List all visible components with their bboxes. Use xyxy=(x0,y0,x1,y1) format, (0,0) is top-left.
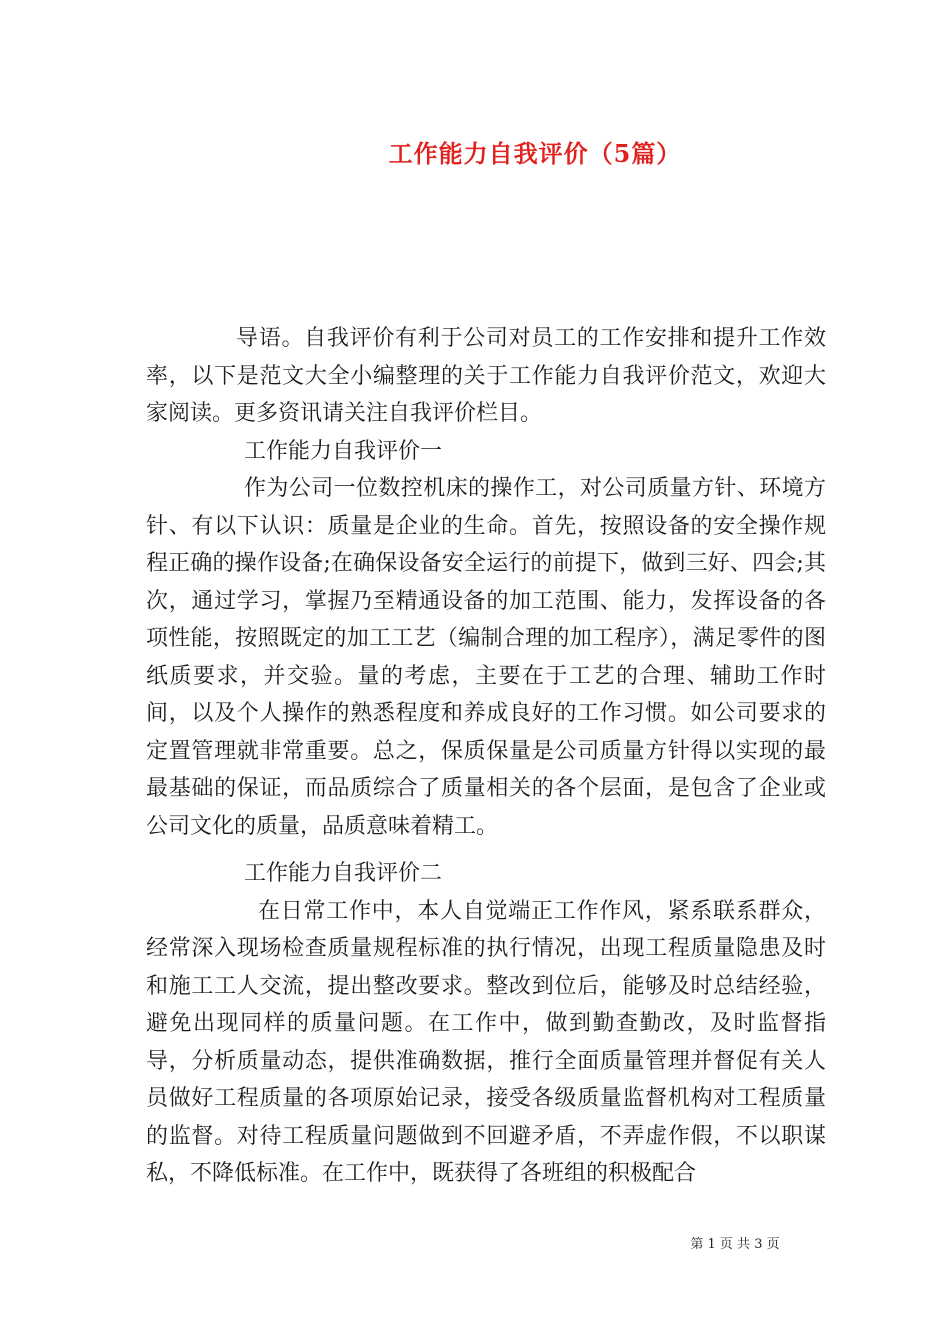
document-title: 工作能力自我评价（5篇） xyxy=(388,139,682,168)
document-body xyxy=(146,320,826,1193)
page-footer: 第 1 页 共 3 页 xyxy=(690,1237,780,1252)
intro-paragraph: 导语。自我评价有利于公司对员工的工作安排和提升工作效率，以下是范文大全小编整理的关于工作能力自我评价范文，欢迎大家阅读。更多资讯请关注自我评价栏目。 xyxy=(146,326,826,426)
section-body-2: 在日常工作中，本人自觉端正工作作风，紧系联系群众，经常深入现场检查质量规程标准的执行情况，出现工程质量隐患及时和施工工人交流，提出整改要求。整改到位后，能够及时总结经验，避免出现同样的质量问题。在工作中，做到勤查勤改，及时监督指导，分析质量动态，提供准确数据，推行全面质量管理并督促有关人员做好工程质量的各项原始记录，接受各级质量监督机构对工程质量的监督。对待工程质量问题做到不回避矛盾，不弄虚作假，不以职谋私，不降低标准。在工作中，既获得了各班组的积极配合 xyxy=(146,898,826,1186)
section-heading-2: 工作能力自我评价二 xyxy=(244,861,443,886)
section-body-1: 作为公司一位数控机床的操作工，对公司质量方针、环境方针、有以下认识：质量是企业的生命。首先，按照设备的安全操作规程正确的操作设备;在确保设备安全运行的前提下，做到三好、四会;其次，通过学习，掌握乃至精通设备的加工范围、能力，发挥设备的各项性能，按照既定的加工工艺（编制合理的加工程序），满足零件的图纸质要求，并交验。量的考虑，主要在于工艺的合理、辅助工作时间，以及个人操作的熟悉程度和养成良好的工作习惯。如公司要求的定置管理就非常重要。总之，保质保量是公司质量方针得以实现的最最基础的保证，而品质综合了质量相关的各个层面，是包含了企业或公司文化的质量，品质意味着精工。 xyxy=(146,476,826,839)
section-heading-1: 工作能力自我评价一 xyxy=(244,438,443,464)
